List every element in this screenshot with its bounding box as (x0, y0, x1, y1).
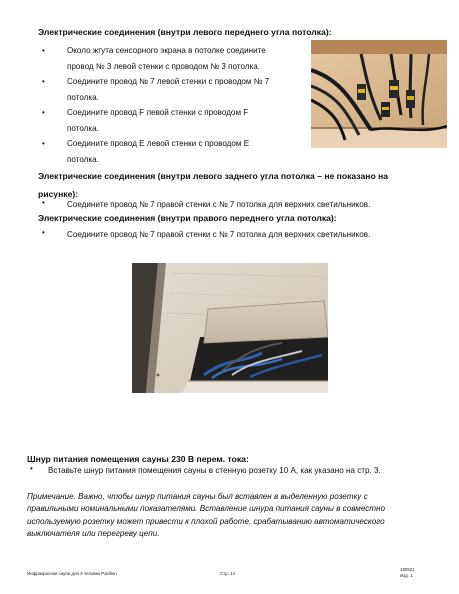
section1-heading: Электрические соединения (внутри левого переднего угла потолка): (38, 27, 332, 37)
bullet-glyph: • (30, 464, 33, 473)
note-line: используемую розетку может привести к плохой работе, срабатыванию автоматического (27, 516, 385, 526)
list-item (27, 465, 447, 477)
list-item-line: Соедините провод № 7 правой стенки с № 7 потолка для верхних светильников. (67, 230, 371, 239)
footer-revision (400, 567, 415, 579)
list-item-line: Около жгута сенсорного экрана в потолке соедините (67, 46, 266, 55)
footer-page-number: Стр. 14 (220, 571, 235, 576)
section2-heading (38, 170, 418, 200)
list-item-line: Соедините провод № 7 правой стенки с № 7 потолка для верхних светильников. (67, 200, 371, 209)
list-item-line: потолка. (67, 154, 99, 164)
ceiling-panel-photo (132, 263, 328, 393)
footer-document-title: Инфракрасная сауна для 3 человек Pavilion (27, 571, 117, 576)
note-paragraph (27, 491, 447, 541)
list-item-line: потолка. (67, 92, 99, 102)
list-item-line: Соедините провод F левой стенки с проводом F (67, 108, 249, 117)
bullet-glyph: • (42, 228, 45, 237)
bullet-glyph: • (42, 139, 45, 148)
list-item (42, 229, 442, 241)
section2-heading-line: рисунке): (38, 189, 79, 199)
wire-connectors-photo (311, 40, 447, 148)
list-item-line: потолка. (67, 123, 99, 133)
note-line: Примечание. Важно, чтобы шнур питания сауны был вставлен в выделенную розетку с (27, 492, 368, 501)
bullet-glyph: • (42, 46, 45, 55)
note-line: правильными номинальными показателями. Вставление шнура питания сауны в совместно (27, 504, 385, 514)
section2-heading-line: Электрические соединения (внутри левого заднего угла потолка – не показано на (38, 171, 389, 181)
wire-connectors-illustration (311, 40, 447, 148)
list-item-line: Вставьте шнур питания помещения сауны в стенную розетку 10 A, как указано на стр. 3. (48, 466, 381, 475)
list-item-line: Соедините провод № 7 левой стенки с проводом № 7 (67, 77, 270, 86)
list-item-line: провод № 3 левой стенки с проводом № 3 потолка. (67, 61, 260, 71)
list-item (42, 199, 442, 211)
list-item (42, 105, 302, 136)
bullet-glyph: • (42, 108, 45, 117)
section1-bullet-list (42, 43, 302, 167)
list-item (42, 136, 302, 167)
list-item-line: Соедините провод E левой стенки с проводом E (67, 139, 250, 148)
note-line: выключателя или перегреву цепи. (27, 529, 160, 539)
power-cord-heading: Шнур питания помещения сауны 230 В перем. тока: (27, 454, 249, 464)
list-item (42, 43, 302, 74)
list-item (42, 74, 302, 105)
bullet-glyph: • (42, 198, 45, 207)
footer-date-code: 180521 (400, 567, 415, 572)
section3-heading: Электрические соединения (внутри правого переднего угла потолка): (38, 213, 337, 223)
footer-edition: Изд. 1 (400, 573, 413, 578)
ceiling-panel-illustration (132, 263, 328, 393)
bullet-glyph: • (42, 77, 45, 86)
